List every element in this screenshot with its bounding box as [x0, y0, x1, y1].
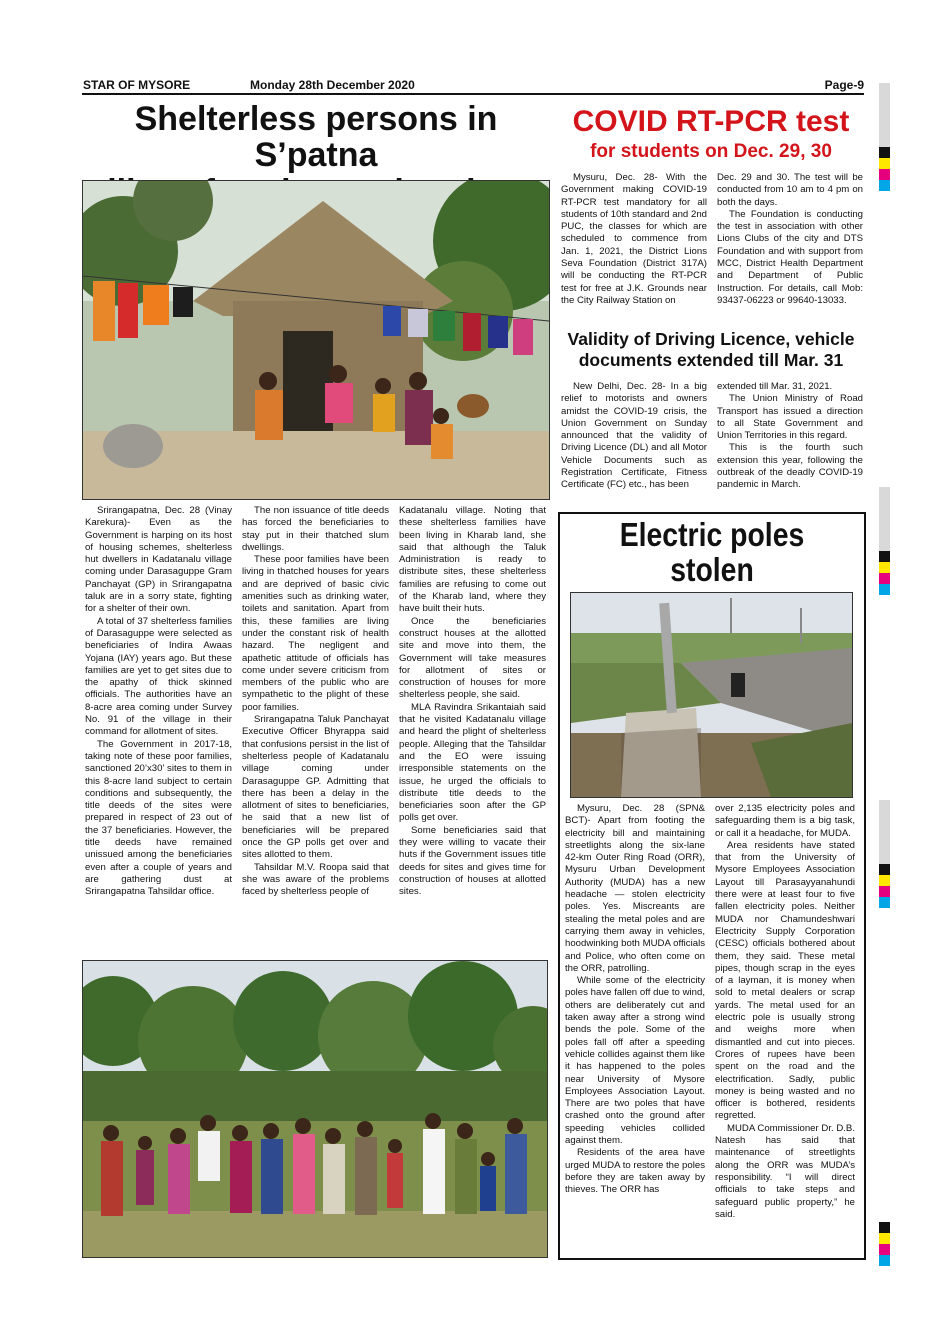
shelter-col1-para: A total of 37 shelterless families of Darasaguppe were selected as beneficiaries of Indira Awaas Yojana (IAY) years ago. But these families are yet to get sites due to the apathy of thick skinned officials. The authorities have an 8-acre area coming under Survey No. 91 of the village in their command for allotment of sites. [85, 615, 232, 738]
register-swatch-yellow [879, 158, 890, 169]
licence-col1-para: New Delhi, Dec. 28- In a big relief to motorists and owners amidst the COVID-19 crisis, the Union Government on Sunday announced that the validity of Driving Licence (DL) and all Motor Vehicle Documents such as Registration Certificate, Fitness Certificate (FC) etc., has been [561, 381, 707, 491]
shelter-col2-para: Srirangapatna Taluk Panchayat Executive Officer Bhyrappa said that confusions persist in the list of shelterless people of Kadatanalu village coming under Darasaguppe GP. Admitting that there has been a delay in the allotment of sites to beneficiaries, he said that a new list of beneficiaries will be prepared once the GP polls get over and sites allotted to them. [242, 714, 389, 861]
covid-col1-para: Mysuru, Dec. 28- With the Government making COVID-19 RT-PCR test mandatory for all students of 10th standard and 2nd PUC, the classes for which are scheduled to commence from Jan. 1, 2021, the District Lions Seva Foundation (District 317A) will be conducting the RT-PCR test for free at J.K. Grounds near the City Railway Station on [561, 172, 707, 306]
licence-headline-line1: Validity of Driving Licence, vehicle [567, 329, 855, 349]
covid-headline-line2: for students on Dec. 29, 30 [590, 140, 832, 162]
poles-col2-para: MUDA Commissioner Dr. D.B. Natesh has said that maintenance of streetlights along the ORR was MUDA’s responsibility. “I will direct officials to take steps and safeguard public property,” he said. [715, 1122, 855, 1220]
poles-col1-para: While some of the electricity poles have fallen off due to wind, others are deliberately cut and taken away after a strong wind bends the pole. Some of the poles fall off after a speeding vehicle collides against them like it has happened to the poles near University of Mysore Employees Association Layout. There are two poles that have crashed onto the ground after speeding vehicles collided against them. [565, 975, 705, 1147]
poles-col2-para: Area residents have stated that from the University of Mysore Employees Association Layout till Parasayyanahundi there were at least four to five fallen electricity poles. Neither MUDA nor Chamundeshwari Electricity Supply Corporation (CESC) officials bothered about them, they said. These metal pipes, though scrap in the eyes of a layman, it is money when sold to metal dealers or scrap yards. The metal used for an electric pole is usually strong and weighs more when dismantled and cut into pieces. Crores of rupees have been spent on the road and the electrification. Sadly, public money is being wasted and no officer is bothered, residents regretted. [715, 839, 855, 1122]
register-swatch-yellow [879, 562, 890, 573]
poles-headline-line1: Electric poles stolen [619, 516, 805, 588]
licence-col-2 [717, 381, 863, 492]
poles-col-1 [565, 803, 705, 1197]
shelter-photo-hut [82, 180, 550, 500]
shelter-col-1 [85, 505, 232, 899]
register-swatch-magenta [879, 573, 890, 584]
licence-col2-para: This is the fourth such extension this year, following the outbreak of the deadly COVID-19 pandemic in March. [717, 442, 863, 491]
shelter-col2-para: Tahsildar M.V. Roopa said that she was aware of the problems faced by shelterless people of [242, 861, 389, 898]
masthead-date: Monday 28th December 2020 [250, 78, 415, 92]
register-swatch-magenta [879, 169, 890, 180]
register-swatch-yellow [879, 1233, 890, 1244]
register-mark-bottom [879, 1222, 890, 1266]
masthead-rule [82, 93, 864, 95]
masthead-paper: STAR OF MYSORE [83, 78, 191, 92]
licence-col2-para: extended till Mar. 31, 2021. [717, 381, 833, 392]
shelter-col3-para: Kadatanalu village. Noting that these shelterless families have been living in Kharab land, she said that although the Taluk Administration is ready to distribute sites, these shelterless families are refusing to come out of the Kharab land, where they have built their huts. [399, 505, 546, 615]
hut-scene-illustration [83, 181, 549, 499]
register-swatch-yellow [879, 875, 890, 886]
group-scene-illustration [83, 961, 547, 1257]
covid-headline [558, 106, 864, 161]
covid-col2-para: The Foundation is conducting the test in association with other Lions Clubs of the city and DTS Foundation and with support from MCC, District Health Department and Department of Public Instruction. For details, call Mob: 93437-06223 or 99640-13033. [717, 208, 863, 306]
shelter-col-3 [399, 505, 546, 899]
register-swatch-magenta [879, 1244, 890, 1255]
register-swatch-cyan [879, 1255, 890, 1266]
shelter-col3-para: Some beneficiaries said that they were willing to vacate their huts if the Government issues title deeds for sites and gives time for construction of houses at allotted sites. [399, 824, 546, 898]
shelter-col3-para: MLA Ravindra Srikantaiah said that he visited Kadatanalu village and heard the plight of shelterless people. Alleging that the Tahsildar and the EO were issuing irresponsible statements on the issue, he urged the officials to distribute title deeds to the beneficiaries soon after the GP polls get over. [399, 701, 546, 824]
poles-col1-para: Residents of the area have urged MUDA to restore the poles before they are taken away by thieves. The ORR has [565, 1147, 705, 1196]
covid-col-2 [717, 172, 863, 307]
register-swatch-magenta [879, 886, 890, 897]
register-swatch-black [879, 147, 890, 158]
poles-photo [570, 592, 853, 798]
register-mark-lower-mid [879, 800, 890, 908]
shelter-headline-line1: Shelterless persons in S’patna [134, 100, 498, 174]
covid-headline-line1: COVID RT-PCR test [572, 105, 850, 138]
register-swatch-black [879, 1222, 890, 1233]
register-swatch-black [879, 864, 890, 875]
road-scene-illustration [571, 593, 852, 797]
licence-col2-para: The Union Ministry of Road Transport has issued a direction to all State Government and Union Territories in this regard. [717, 393, 863, 442]
register-mark-top [879, 83, 890, 191]
masthead-page: Page-9 [824, 78, 864, 92]
register-swatch-cyan [879, 584, 890, 595]
poles-col1-para: Mysuru, Dec. 28 (SPN& BCT)- Apart from footing the electricity bill and maintaining streetlights along the six-lane 42-km Outer Ring Road (ORR), Mysuru Urban Development Authority (MUDA) has a new headache — stolen electricity poles. Yes. Miscreants are stealing the metal poles and are carrying them away in vehicles, hoodwinking both MUDA officials and Police, who often come on the ORR, patrolling. [565, 803, 705, 974]
shelter-col2-para: These poor families have been living in thatched houses for years and are deprived of basic civic amenities such as drinking water, toilets and sanitation. Apart from this, these families are living under the constant risk of health hazard. The negligent and apathetic attitude of officials has come under severe criticism from members of the public who are sympathetic to the plight of these poor families. [242, 554, 389, 713]
register-mark-upper-mid [879, 487, 890, 595]
shelter-col1-para: Srirangapatna, Dec. 28 (Vinay Karekura)- Even as the Government is harping on its host of housing schemes, shelterless hut dwellers in Kadatanalu village coming under Darasaguppe Gram Panchayat (GP) in Srirangapatna taluk are in a sorry state, fighting for a shelter of their own. [85, 505, 232, 615]
shelter-col-2 [242, 505, 389, 899]
shelter-col3-para: Once the beneficiaries construct houses at the allotted site and move into them, the Government will take measures for allotment of sites or construction of houses for more shelterless people, she said. [399, 615, 546, 701]
register-swatch-cyan [879, 897, 890, 908]
register-swatch-black [879, 551, 890, 562]
poles-col2-para: over 2,135 electricity poles and safeguarding them is a big task, or call it a headache, for MUDA. [715, 803, 855, 839]
shelter-col2-para: The non issuance of title deeds has forced the beneficiaries to stay put in their thatched slum dwellings. [242, 505, 389, 553]
shelter-col1-para: The Government in 2017-18, taking note of these poor families, sanctioned 20’x30’ sites to them in this 8-acre land subject to certain conditions and subsequently, the title deeds of the sites were prepared in respect of 23 out of the 37 beneficiaries. However, the title deeds have remained unissued among the beneficiaries even after a couple of years and are gathering dust at Srirangapatna Tahsildar office. [85, 738, 232, 898]
covid-col2-para: Dec. 29 and 30. The test will be conducted from 10 am to 4 pm on both the days. [717, 172, 863, 208]
licence-headline-line2: documents extended till Mar. 31 [578, 350, 844, 371]
register-swatch-cyan [879, 180, 890, 191]
covid-col-1 [561, 172, 707, 307]
poles-col-2 [715, 803, 855, 1221]
licence-col-1 [561, 381, 707, 492]
shelter-photo-group [82, 960, 548, 1258]
licence-headline [558, 330, 864, 370]
